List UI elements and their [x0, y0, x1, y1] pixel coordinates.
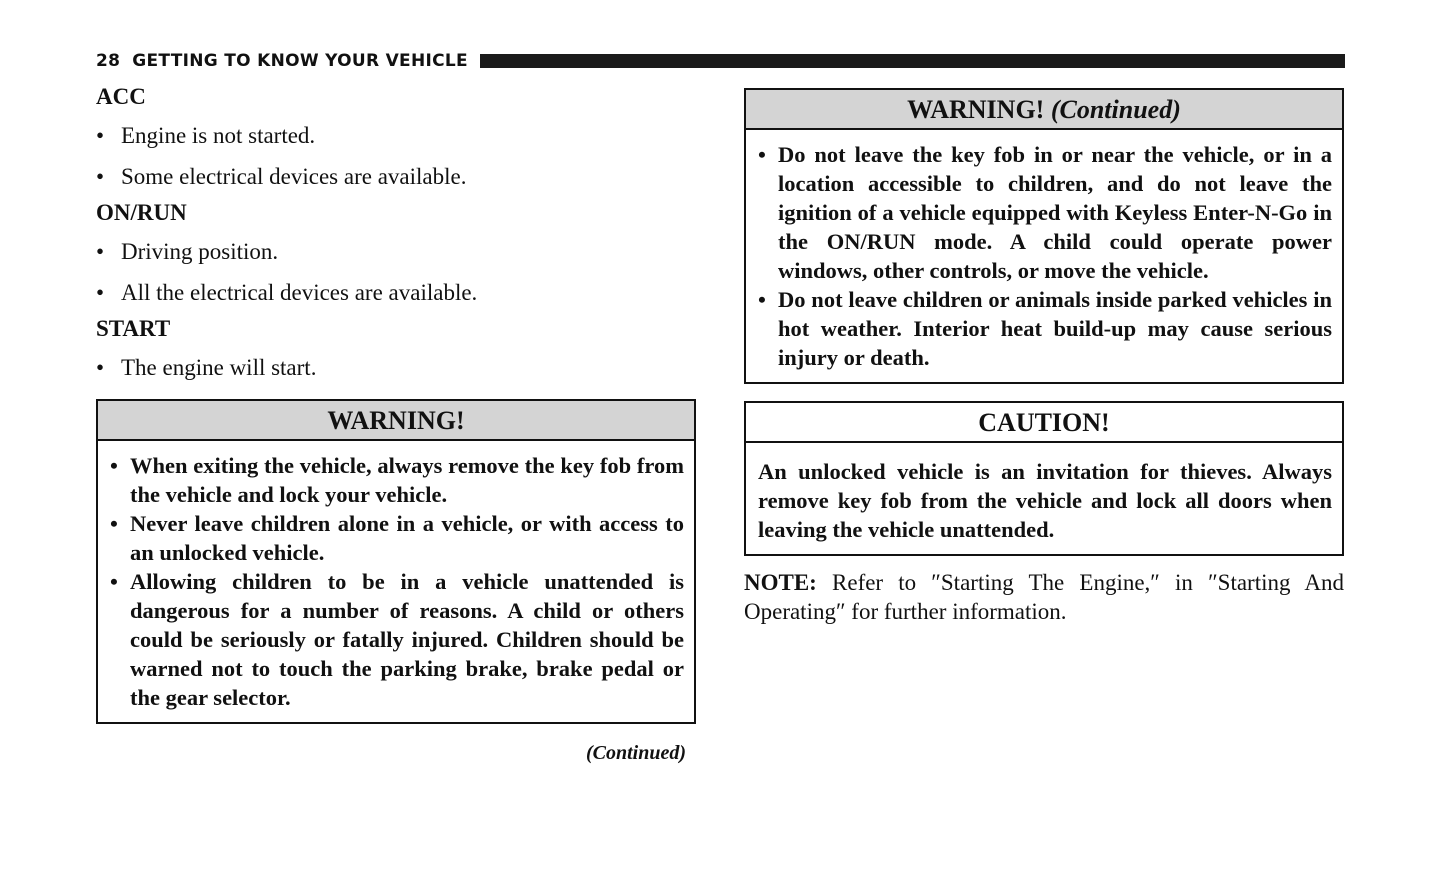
start-heading: START: [96, 316, 171, 341]
caution-body: [746, 443, 1342, 554]
start-list: [96, 344, 696, 385]
list-item: • Engine is not started.: [96, 112, 696, 153]
bullet-icon: •: [758, 287, 766, 312]
bullet-icon: •: [96, 164, 105, 189]
warning-item: • Never leave children alone in a vehicle, or with access to an unlocked vehicle.: [110, 511, 684, 565]
bullet-icon: •: [110, 453, 118, 478]
bullet-icon: •: [96, 239, 105, 264]
note-paragraph: [744, 568, 1344, 626]
note-text: Refer to ″Starting The Engine,″ in ″Starting And Operating″ for further information.: [744, 570, 1344, 624]
warning-item: • When exiting the vehicle, always remove the key fob from the vehicle and lock your vehicle.: [110, 453, 684, 507]
warning-item: • Do not leave the key fob in or near the vehicle, or in a location accessible to children, and do not leave the ignition of a vehicle equipped with Keyless Enter-N-Go in the ON/RUN mode. A child could operate power windows, other controls, or move the vehicle.: [758, 142, 1332, 283]
warning-continued-title: WARNING! (Continued): [746, 90, 1342, 130]
warning-continued-box: [744, 88, 1344, 384]
acc-heading: ACC: [96, 84, 146, 109]
acc-list: [96, 112, 696, 194]
on-run-list: [96, 228, 696, 310]
list-item: • Driving position.: [96, 228, 696, 269]
bullet-icon: •: [110, 569, 118, 594]
warning-box: [96, 399, 696, 724]
start-section: [96, 314, 696, 385]
continued-suffix: (Continued): [1050, 95, 1181, 124]
warning-body: [98, 441, 694, 722]
list-item: • Some electrical devices are available.: [96, 153, 696, 194]
bullet-icon: •: [96, 280, 105, 305]
header-rule: [480, 54, 1345, 68]
section-title: GETTING TO KNOW YOUR VEHICLE: [132, 51, 468, 71]
continued-label: (Continued): [585, 742, 686, 764]
bullet-icon: •: [96, 123, 105, 148]
warning-item: • Do not leave children or animals inside parked vehicles in hot weather. Interior heat build-up may cause serious injury or death.: [758, 287, 1332, 370]
list-item: • The engine will start.: [96, 344, 696, 385]
left-column: [96, 82, 696, 765]
caution-text: An unlocked vehicle is an invitation for thieves. Always remove key fob from the vehicle and lock all doors when leaving the vehicle unattended.: [758, 459, 1332, 542]
bullet-icon: •: [96, 355, 105, 380]
on-run-section: [96, 198, 696, 310]
list-item: • All the electrical devices are available.: [96, 269, 696, 310]
acc-section: [96, 82, 696, 194]
warning-item: • Allowing children to be in a vehicle unattended is dangerous for a number of reasons. A child or others could be seriously or fatally injured. Children should be warned not to touch the parking brake, brake pedal or the gear selector.: [110, 569, 684, 710]
page-number: 28: [96, 51, 121, 71]
caution-title: CAUTION!: [746, 403, 1342, 443]
note-label: NOTE:: [744, 570, 817, 595]
on-run-heading: ON/RUN: [96, 200, 187, 225]
right-column: [744, 88, 1344, 626]
warning-title: WARNING!: [98, 401, 694, 441]
bullet-icon: •: [758, 142, 766, 167]
bullet-icon: •: [110, 511, 118, 536]
page-header: [96, 50, 1345, 72]
warning-continued-body: [746, 130, 1342, 382]
caution-box: [744, 401, 1344, 556]
